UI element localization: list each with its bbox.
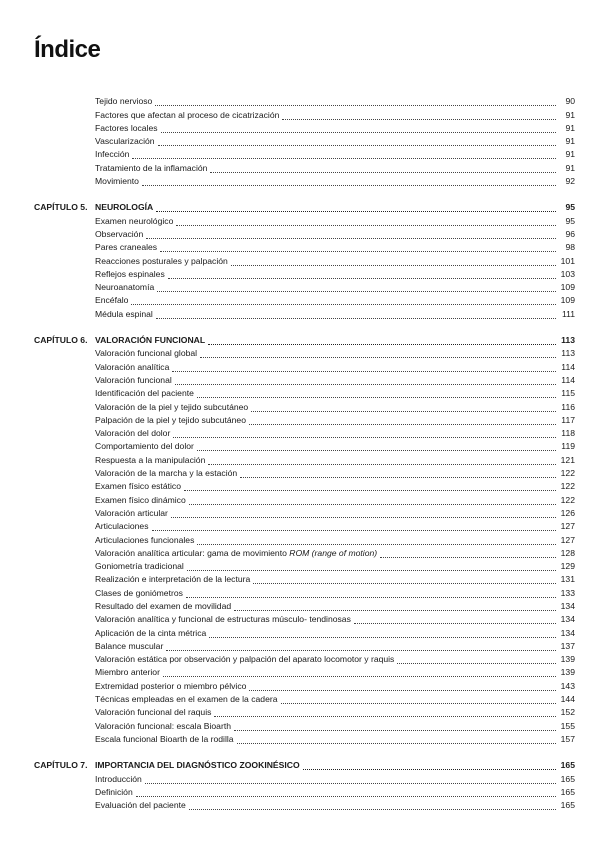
toc-entry-page-number: 157 — [560, 733, 575, 744]
toc-entry-page-number: 127 — [560, 521, 575, 532]
dot-leader — [136, 788, 556, 797]
toc-entry-label: Valoración funcional — [95, 374, 172, 385]
chapter-page-number: 165 — [560, 760, 575, 771]
dot-leader — [172, 363, 556, 372]
dot-leader — [161, 124, 556, 133]
dot-leader — [146, 230, 556, 239]
toc-entry[interactable] — [34, 492, 575, 505]
toc-entry[interactable] — [34, 532, 575, 545]
toc-entry[interactable] — [34, 585, 575, 598]
dot-leader — [145, 775, 556, 784]
dot-leader — [158, 137, 556, 146]
toc-entry[interactable] — [34, 692, 575, 705]
toc-entry-page-number: 134 — [560, 600, 575, 611]
toc-entry-label: Médula espinal — [95, 308, 153, 319]
dot-leader — [210, 164, 556, 173]
toc-entry-label: Observación — [95, 228, 144, 239]
dot-leader — [142, 177, 556, 186]
toc-entry-label: Comportamiento del dolor — [95, 441, 194, 452]
toc-entry-label: Examen físico estático — [95, 481, 181, 492]
toc-entry-page-number: 103 — [560, 268, 575, 279]
toc-entry-label: Factores que afectan al proceso de cicatrización — [95, 109, 280, 120]
toc-entry-page-number: 98 — [565, 242, 575, 253]
toc-entry-label: Evaluación del paciente — [95, 800, 186, 811]
dot-leader — [214, 708, 556, 717]
page-title: Índice — [34, 36, 101, 63]
dot-leader — [173, 429, 556, 438]
dot-leader — [249, 682, 556, 691]
toc-entry-page-number: 111 — [561, 308, 575, 319]
dot-leader — [156, 310, 556, 319]
dot-leader — [163, 668, 556, 677]
toc-entry-page-number: 116 — [561, 401, 575, 412]
dot-leader — [189, 496, 556, 505]
toc-entry-page-number: 109 — [560, 282, 575, 293]
toc-entry-page-number: 165 — [560, 773, 575, 784]
toc-entry-page-number: 96 — [565, 228, 575, 239]
dot-leader — [249, 416, 556, 425]
chapter-number: CAPÍTULO 6. — [34, 335, 88, 346]
toc-entry[interactable] — [34, 612, 575, 625]
toc-entry-label: Valoración estática por observación y palpación del aparato locomotor y raquis — [95, 654, 395, 665]
toc-entry-label: Vascularización — [95, 136, 155, 147]
dot-leader — [282, 111, 556, 120]
chapter-label — [34, 202, 153, 213]
toc-entry-label: Realización e interpretación de la lectura — [95, 574, 251, 585]
toc-entry-label: Resultado del examen de movilidad — [95, 600, 232, 611]
dot-leader — [168, 270, 556, 279]
toc-entry-page-number: 128 — [560, 547, 575, 558]
toc-entry-page-number: 131 — [560, 574, 575, 585]
toc-entry-label: Valoración funcional del raquis — [95, 707, 212, 718]
dot-leader — [157, 283, 556, 292]
toc-entry[interactable] — [34, 559, 575, 572]
toc-entry-label: Miembro anterior — [95, 667, 160, 678]
toc-entry[interactable] — [34, 213, 575, 226]
toc-entry-label: Movimiento — [95, 176, 139, 187]
dot-leader — [197, 442, 556, 451]
toc-entry[interactable] — [34, 639, 575, 652]
toc-entry-page-number: 134 — [560, 627, 575, 638]
toc-entry-label: Valoración del dolor — [95, 428, 171, 439]
toc-entry[interactable] — [34, 293, 575, 306]
toc-entry[interactable] — [34, 160, 575, 173]
dot-leader — [176, 217, 556, 226]
toc-entry[interactable] — [34, 121, 575, 134]
dot-leader — [197, 536, 556, 545]
toc-entry[interactable] — [34, 280, 575, 293]
toc-entry-page-number: 144 — [560, 694, 575, 705]
toc-entry-page-number: 165 — [560, 786, 575, 797]
dot-leader — [184, 482, 556, 491]
toc-entry-page-number: 127 — [560, 534, 575, 545]
toc-entry-page-number: 113 — [561, 348, 575, 359]
toc-entry[interactable] — [34, 771, 575, 784]
toc-entry-label: Encéfalo — [95, 295, 129, 306]
toc-entry[interactable] — [34, 452, 575, 465]
dot-leader — [354, 615, 556, 624]
toc-entry[interactable] — [34, 652, 575, 665]
chapter-label — [34, 760, 300, 771]
dot-leader — [200, 349, 556, 358]
dot-leader — [175, 376, 556, 385]
toc-entry[interactable] — [34, 359, 575, 372]
toc-entry[interactable] — [34, 466, 575, 479]
toc-entry[interactable] — [34, 134, 575, 147]
toc-entry-label: Valoración analítica y funcional de estructuras músculo- tendinosas — [95, 614, 351, 625]
toc-entry-label: Examen neurológico — [95, 215, 174, 226]
toc-entry-label: Articulaciones funcionales — [95, 534, 195, 545]
toc-entry[interactable] — [34, 678, 575, 691]
toc-entry[interactable] — [34, 174, 575, 187]
chapter-label — [34, 335, 205, 346]
toc-section — [34, 333, 575, 745]
toc-entry-label: Valoración de la marcha y la estación — [95, 468, 238, 479]
dot-leader — [240, 469, 556, 478]
toc-entry[interactable] — [34, 519, 575, 532]
chapter-page-number: 113 — [561, 335, 575, 346]
toc-entry[interactable] — [34, 718, 575, 731]
toc-section — [34, 758, 575, 811]
toc-entry-page-number: 122 — [560, 468, 575, 479]
toc-entry-page-number: 143 — [560, 680, 575, 691]
toc-entry-page-number: 133 — [560, 587, 575, 598]
dot-leader — [132, 150, 556, 159]
dot-leader — [186, 589, 556, 598]
toc-entry-label: Definición — [95, 786, 133, 797]
toc-entry[interactable] — [34, 386, 575, 399]
dot-leader — [187, 562, 556, 571]
toc-entry-label: Identificación del paciente — [95, 388, 194, 399]
dot-leader — [131, 296, 556, 305]
dot-leader — [397, 655, 556, 664]
toc-entry-label: Reacciones posturales y palpación — [95, 255, 228, 266]
toc-entry-page-number: 137 — [560, 640, 575, 651]
toc-entry-label: Goniometría tradicional — [95, 561, 184, 572]
toc-entry-label: Pares craneales — [95, 242, 158, 253]
toc-entry-page-number: 119 — [561, 441, 575, 452]
toc-entry-page-number: 117 — [561, 414, 575, 425]
dot-leader — [234, 722, 556, 731]
toc-entry-page-number: 90 — [565, 96, 575, 107]
toc-entry-page-number: 121 — [560, 454, 575, 465]
toc-entry-label: Articulaciones — [95, 521, 149, 532]
dot-leader — [152, 522, 557, 531]
toc-entry-page-number: 129 — [560, 561, 575, 572]
chapter-heading[interactable] — [34, 333, 575, 346]
toc-entry-page-number: 152 — [560, 707, 575, 718]
toc-entry[interactable] — [34, 413, 575, 426]
toc-entry-label: Factores locales — [95, 122, 158, 133]
chapter-heading[interactable] — [34, 200, 575, 213]
toc-entry[interactable] — [34, 785, 575, 798]
chapter-title: IMPORTANCIA DEL DIAGNÓSTICO ZOOKINÉSICO — [95, 760, 300, 771]
toc-entry-page-number: 139 — [560, 667, 575, 678]
dot-leader — [281, 695, 557, 704]
toc-entry-page-number: 91 — [565, 109, 575, 120]
toc-entry-page-number: 122 — [560, 494, 575, 505]
dot-leader — [303, 761, 556, 770]
toc-entry-label: Examen físico dinámico — [95, 494, 186, 505]
dot-leader — [160, 243, 556, 252]
toc-entry-label: Extremidad posterior o miembro pélvico — [95, 680, 247, 691]
toc-entry[interactable] — [34, 240, 575, 253]
chapter-heading[interactable] — [34, 758, 575, 771]
toc-entry[interactable] — [34, 506, 575, 519]
chapter-title: NEUROLOGÍA — [95, 202, 154, 213]
dot-leader — [156, 203, 556, 212]
toc-entry-page-number: 165 — [560, 800, 575, 811]
dot-leader — [237, 735, 556, 744]
toc-entry-label: Valoración analítica articular: gama de movimiento ROM (range of motion) — [95, 547, 378, 558]
dot-leader — [251, 403, 556, 412]
table-of-contents — [34, 94, 575, 824]
toc-entry-label: Clases de goniómetros — [95, 587, 183, 598]
toc-entry-label: Valoración funcional global — [95, 348, 198, 359]
toc-entry[interactable] — [34, 346, 575, 359]
toc-entry[interactable] — [34, 94, 575, 107]
toc-entry[interactable] — [34, 253, 575, 266]
toc-entry-label: Balance muscular — [95, 640, 164, 651]
dot-leader — [253, 575, 556, 584]
toc-entry[interactable] — [34, 147, 575, 160]
toc-entry-page-number: 92 — [565, 176, 575, 187]
toc-entry[interactable] — [34, 227, 575, 240]
toc-entry[interactable] — [34, 373, 575, 386]
dot-leader — [171, 509, 556, 518]
toc-entry-page-number: 101 — [560, 255, 575, 266]
toc-entry[interactable] — [34, 306, 575, 319]
toc-entry-label: Palpación de la piel y tejido subcutáneo — [95, 414, 246, 425]
toc-entry[interactable] — [34, 267, 575, 280]
toc-entry[interactable] — [34, 798, 575, 811]
toc-entry-page-number: 155 — [560, 720, 575, 731]
toc-entry[interactable] — [34, 572, 575, 585]
toc-entry-label: Respuesta a la manipulación — [95, 454, 206, 465]
italic-term: ROM (range of motion) — [289, 547, 378, 558]
dot-leader — [166, 642, 556, 651]
toc-entry-label: Escala funcional Bioarth de la rodilla — [95, 733, 234, 744]
toc-entry-label: Infección — [95, 149, 130, 160]
toc-entry-page-number: 109 — [560, 295, 575, 306]
toc-section — [34, 94, 575, 187]
toc-entry[interactable] — [34, 705, 575, 718]
toc-entry[interactable] — [34, 732, 575, 745]
toc-entry[interactable] — [34, 426, 575, 439]
dot-leader — [380, 549, 556, 558]
toc-entry-page-number: 122 — [560, 481, 575, 492]
dot-leader — [189, 801, 556, 810]
chapter-page-number: 95 — [565, 202, 575, 213]
chapter-number: CAPÍTULO 7. — [34, 760, 88, 771]
toc-entry-page-number: 114 — [561, 361, 575, 372]
toc-entry-page-number: 139 — [560, 654, 575, 665]
toc-section — [34, 200, 575, 320]
toc-entry-label: Valoración articular — [95, 507, 168, 518]
toc-entry-label: Tejido nervioso — [95, 96, 153, 107]
dot-leader — [208, 456, 556, 465]
toc-entry-label: Neuroanatomía — [95, 282, 155, 293]
toc-entry[interactable] — [34, 439, 575, 452]
toc-entry[interactable] — [34, 546, 575, 559]
toc-entry[interactable] — [34, 399, 575, 412]
toc-entry-label: Aplicación de la cinta métrica — [95, 627, 207, 638]
toc-entry-label: Tratamiento de la inflamación — [95, 162, 208, 173]
toc-entry-label: Valoración funcional: escala Bioarth — [95, 720, 231, 731]
toc-entry-page-number: 134 — [560, 614, 575, 625]
dot-leader — [197, 389, 556, 398]
chapter-title: VALORACIÓN FUNCIONAL — [95, 335, 206, 346]
dot-leader — [208, 336, 556, 345]
toc-entry-page-number: 91 — [565, 136, 575, 147]
toc-entry[interactable] — [34, 107, 575, 120]
toc-entry-page-number: 95 — [565, 215, 575, 226]
toc-entry-label: Valoración de la piel y tejido subcutáneo — [95, 401, 249, 412]
toc-entry-page-number: 115 — [561, 388, 575, 399]
toc-entry-page-number: 126 — [560, 507, 575, 518]
toc-entry-page-number: 91 — [565, 149, 575, 160]
dot-leader — [155, 97, 556, 106]
toc-entry[interactable] — [34, 479, 575, 492]
toc-entry-label: Reflejos espinales — [95, 268, 165, 279]
toc-entry-label: Técnicas empleadas en el examen de la cadera — [95, 694, 278, 705]
toc-entry[interactable] — [34, 599, 575, 612]
toc-entry[interactable] — [34, 665, 575, 678]
toc-entry-label: Valoración analítica — [95, 361, 170, 372]
dot-leader — [231, 257, 556, 266]
toc-entry-page-number: 91 — [565, 162, 575, 173]
toc-entry-page-number: 114 — [561, 374, 575, 385]
toc-entry-page-number: 91 — [565, 122, 575, 133]
toc-entry-page-number: 118 — [561, 428, 575, 439]
dot-leader — [209, 629, 556, 638]
toc-entry-label: Introducción — [95, 773, 142, 784]
dot-leader — [234, 602, 556, 611]
toc-entry[interactable] — [34, 625, 575, 638]
chapter-number: CAPÍTULO 5. — [34, 202, 88, 213]
